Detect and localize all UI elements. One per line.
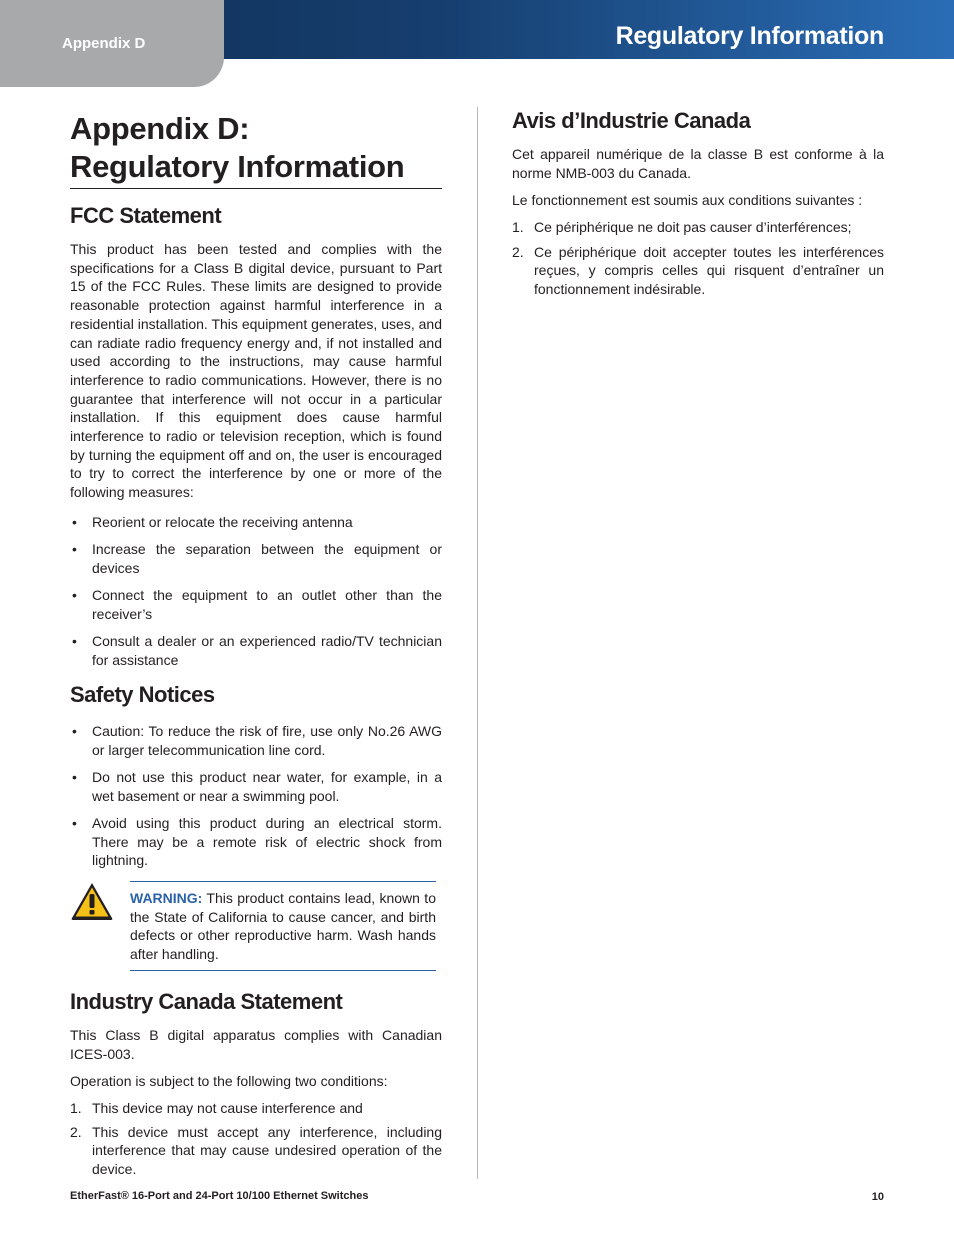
industry-canada-body2: Operation is subject to the following two conditions: [70, 1073, 388, 1089]
list-item: • Do not use this product near water, for example, in a wet basement or near a swimming pool. [70, 768, 442, 805]
safety-list [70, 722, 442, 878]
warning-body: This product contains lead, known to the State of California to cause cancer, and birth defects or other reproductive harm. Wash hands after handling. [130, 890, 436, 963]
safety-heading: Safety Notices [70, 682, 215, 707]
list-item: 2. Ce périphérique doit accepter toutes les interférences reçues, y compris celles qui risquent d’entraîner un fonctionnement indésirable. [512, 243, 884, 298]
list-item: • Reorient or relocate the receiving antenna [70, 513, 442, 532]
fcc-body: This product has been tested and complies with the specifications for a Class B digital device, pursuant to Part 15 of the FCC Rules. These limits are designed to provide reasonable protection against harmful interference in a residential installation. This equipment generates, uses, and can radiate radio frequency energy and, if not installed and used according to the instructions, may cause harmful interference to radio communications. However, there is no guarantee that interference will not occur in a particular installation. If this equipment does cause harmful interference to radio or television reception, which is found by turning the equipment off and on, the user is encouraged to try to correct the interference by one or more of the following measures: [70, 241, 442, 501]
list-item: • Connect the equipment to an outlet other than the receiver’s [70, 586, 442, 623]
section-title: Regulatory Information [615, 22, 884, 50]
industry-canada-conditions [70, 1099, 442, 1187]
list-item: • Consult a dealer or an experienced radio/TV technician for assistance [70, 632, 442, 669]
appendix-tab-label: Appendix D [62, 35, 146, 52]
warning-label: WARNING: [130, 890, 203, 906]
warning-triangle-icon [70, 881, 114, 921]
list-item: • Caution: To reduce the risk of fire, use only No.26 AWG or larger telecommunication line cord. [70, 722, 442, 759]
list-item: • Increase the separation between the equipment or devices [70, 540, 442, 577]
avis-conditions [512, 218, 884, 307]
avis-body2: Le fonctionnement est soumis aux conditions suivantes : [512, 192, 863, 208]
warning-callout [70, 881, 442, 973]
industry-canada-body1: This Class B digital apparatus complies with Canadian ICES-003. [70, 1027, 442, 1062]
list-item: • Avoid using this product during an electrical storm. There may be a remote risk of electric shock from lightning. [70, 814, 442, 870]
warning-box [130, 881, 436, 971]
fcc-measures-list [70, 513, 442, 678]
warning-text [130, 889, 436, 964]
footer-page-number: 10 [871, 1191, 884, 1203]
list-item: 2. This device must accept any interference, including interference that may cause undesired operation of the device. [70, 1123, 442, 1178]
column-divider [477, 107, 478, 1179]
appendix-tab [0, 0, 224, 87]
footer-product: EtherFast® 16-Port and 24-Port 10/100 Ethernet Switches [70, 1190, 369, 1202]
fcc-heading: FCC Statement [70, 203, 222, 228]
list-item: 1. This device may not cause interference and [70, 1100, 363, 1116]
avis-heading: Avis d’Industrie Canada [512, 108, 751, 133]
avis-body1: Cet appareil numérique de la classe B est conforme à la norme NMB-003 du Canada. [512, 146, 884, 181]
page-title-line1: Appendix D: [70, 111, 250, 146]
page-title-line2: Regulatory Information [70, 149, 405, 184]
list-item: 1. Ce périphérique ne doit pas causer d’interférences; [512, 219, 852, 235]
page-title [70, 110, 442, 189]
industry-canada-heading: Industry Canada Statement [70, 989, 343, 1014]
